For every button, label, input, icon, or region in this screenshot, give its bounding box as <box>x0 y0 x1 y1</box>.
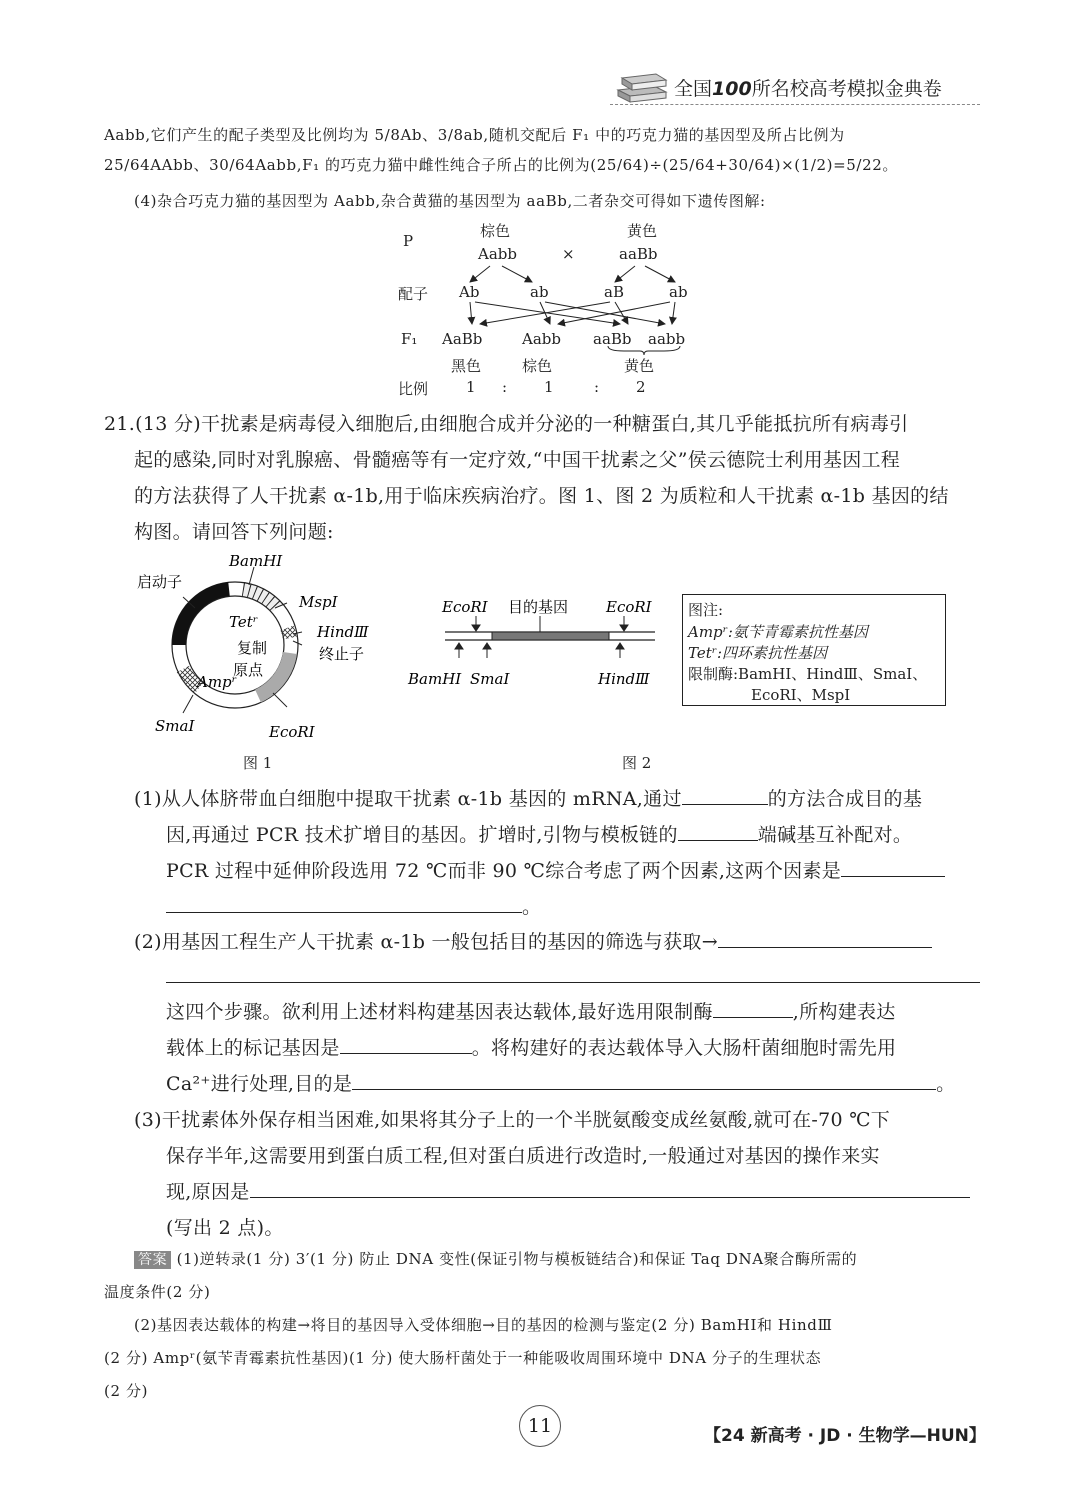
ratio-sep-2: : <box>594 378 600 396</box>
parent2-color: 黄色 <box>627 222 658 240</box>
fig1-ori-2: 原点 <box>233 661 264 679</box>
fig2-smai: SmaⅠ <box>470 670 510 688</box>
ratio-2: 1 <box>544 378 554 396</box>
answer-line-4: (2 分) Ampʳ(氨苄青霉素抗性基因)(1 分) 使大肠杆菌处于一种能吸收周围环境中 DNA 分子的生理状态 <box>104 1349 822 1367</box>
q21-line-3: 的方法获得了人干扰素 α-1b,用于临床疾病治疗。图 1、图 2 为质粒和人干扰素 α-1b 基因的结 <box>134 485 949 507</box>
sub1-line-2: 因,再通过 PCR 技术扩增目的基因。扩增时,引物与模板链的 端碱基互补配对。 <box>166 824 913 846</box>
figure-legend <box>682 594 946 706</box>
blank-steps[interactable] <box>718 929 932 948</box>
legend-amp: Ampʳ:氨苄青霉素抗性基因 <box>688 623 868 641</box>
phenotype-brown: 棕色 <box>522 357 553 375</box>
terminator-segment <box>287 628 290 638</box>
q21-line-2: 起的感染,同时对乳腺癌、骨髓癌等有一定疗效,“中国干扰素之父”侯云德院士利用基因工程 <box>134 449 901 471</box>
fig1-caption: 图 1 <box>243 754 273 772</box>
p-label: P <box>403 232 414 250</box>
ratio-3: 2 <box>636 378 646 396</box>
fig2-target-gene: 目的基因 <box>508 598 569 616</box>
header-title: 全国100所名校高考模拟金典卷 <box>674 78 942 100</box>
blank-factors-cont[interactable] <box>166 894 522 913</box>
offspring-3: aaBb <box>593 330 632 348</box>
fig1-terminator: 终止子 <box>319 645 365 663</box>
q21-line-4: 构图。请回答下列问题: <box>134 521 334 543</box>
blank-factors[interactable] <box>841 858 945 877</box>
legend-enzymes-1: 限制酶:BamHⅠ、HindⅢ、SmaⅠ、 <box>688 665 928 683</box>
parent2-genotype: aaBb <box>619 245 658 263</box>
parent1-genotype: Aabb <box>478 245 517 263</box>
blank-reason[interactable] <box>250 1179 970 1198</box>
sub2-line-2: 这四个步骤。欲利用上述材料构建基因表达载体,最好选用限制酶 ,所构建表达 <box>166 1001 896 1023</box>
fig1-amp: Ampʳ <box>197 673 237 691</box>
offspring-4: aabb <box>648 330 686 348</box>
intro-line-1: Aabb,它们产生的配子类型及比例均为 5/8Ab、3/8ab,随机交配后 F₁ 中的巧克力猫的基因型及所占比例为 <box>104 126 845 144</box>
answer-line-2: 温度条件(2 分) <box>104 1283 211 1301</box>
fig1-hindiii: HindⅢ <box>317 623 369 641</box>
answer-tag: 答案 <box>134 1251 171 1269</box>
gamete-1: Ab <box>459 283 480 301</box>
sub1-line-3: PCR 过程中延伸阶段选用 72 ℃而非 90 ℃综合考虑了两个因素,这两个因素是 <box>166 856 945 883</box>
fig2-bamhi: BamHⅠ <box>408 670 462 688</box>
intro-line-3: (4)杂合巧克力猫的基因型为 Aabb,杂合黄猫的基因型为 aaBb,二者杂交可得如下遗传图解: <box>134 192 766 210</box>
ratio-sep-1: : <box>502 378 508 396</box>
sub1-line-4: 。 <box>166 892 541 919</box>
phenotype-black: 黑色 <box>451 357 482 375</box>
fig1-promoter: 启动子 <box>137 573 183 591</box>
answer-line-1: 答案 (1)逆转录(1 分) 3′(1 分) 防止 DNA 变性(保证引物与模板链结合)和保证 Taq DNA聚合酶所需的 <box>134 1248 857 1269</box>
sub2-line-3: 载体上的标记基因是 。将构建好的表达载体导入大肠杆菌细胞时需先用 <box>166 1037 897 1059</box>
answer-line-3: (2)基因表达载体的构建→将目的基因导入受体细胞→目的基因的检测与鉴定(2 分) BamHⅠ和 HindⅢ <box>134 1316 833 1334</box>
legend-title: 图注: <box>688 601 724 619</box>
offspring-1: AaBb <box>442 330 483 348</box>
answer-line-5: (2 分) <box>104 1382 149 1400</box>
blank-enzyme[interactable] <box>713 999 793 1018</box>
fig1-ori-1: 复制 <box>237 639 268 657</box>
fig1-ecori: EcoRⅠ <box>269 723 315 741</box>
fig2-ecori-left: EcoRⅠ <box>442 598 488 616</box>
cross-symbol: × <box>562 245 575 263</box>
fig1-bamhi: BamHⅠ <box>229 552 283 570</box>
plasmid-figure <box>125 545 395 775</box>
sub3-line-2: 保存半年,这需要用到蛋白质工程,但对蛋白质进行改造时,一般通过对基因的操作来实 <box>166 1145 880 1167</box>
gamete-label: 配子 <box>398 285 429 303</box>
intro-line-2: 25/64AAbb、30/64Aabb,F₁ 的巧克力猫中雌性纯合子所占的比例为(25/64)÷(25/64+30/64)×(1/2)=5/22。 <box>104 156 898 174</box>
ratio-label: 比例 <box>398 380 429 398</box>
gene-figure <box>400 592 665 692</box>
fig1-smai: SmaⅠ <box>155 717 195 735</box>
sub1-line-1: (1)从人体脐带血白细胞中提取干扰素 α-1b 基因的 mRNA,通过 的方法合成目的基 <box>134 788 923 810</box>
offspring-2: Aabb <box>522 330 561 348</box>
phenotype-yellow: 黄色 <box>624 357 655 375</box>
fig2-hindiii: HindⅢ <box>598 670 650 688</box>
q21-line-1: 21.(13 分)干扰素是病毒侵入细胞后,由细胞合成并分泌的一种糖蛋白,其几乎能抵抗所有病毒引 <box>104 413 909 435</box>
gamete-2: ab <box>530 283 549 301</box>
blank-steps-cont[interactable] <box>166 982 980 983</box>
parent1-color: 棕色 <box>480 222 511 240</box>
fig1-mspi: MspⅠ <box>299 593 338 611</box>
sub2-line-1: (2)用基因工程生产人干扰素 α-1b 一般包括目的基因的筛选与获取→ <box>134 927 932 954</box>
legend-enzymes-2: EcoRⅠ、MspⅠ <box>751 686 851 704</box>
blank-purpose[interactable] <box>352 1071 936 1090</box>
sub3-line-3: 现,原因是 <box>166 1177 970 1204</box>
blank-method[interactable] <box>682 786 768 805</box>
target-gene-bar <box>492 632 609 640</box>
gamete-4: ab <box>669 283 688 301</box>
gamete-3: aB <box>604 283 624 301</box>
blank-marker-gene[interactable] <box>340 1035 472 1054</box>
cross-arrows <box>440 262 710 332</box>
fig2-ecori-right: EcoRⅠ <box>606 598 652 616</box>
promoter-segment <box>179 589 229 645</box>
ratio-1: 1 <box>466 378 476 396</box>
legend-tet: Tetʳ:四环素抗性基因 <box>688 644 828 662</box>
sub3-line-4: (写出 2 点)。 <box>166 1217 284 1239</box>
page-number: 11 <box>519 1405 561 1447</box>
sub3-line-1: (3)干扰素体外保存相当困难,如果将其分子上的一个半胱氨酸变成丝氨酸,就可在-70 ℃下 <box>134 1109 891 1131</box>
fig1-tet: Tetʳ <box>229 613 258 631</box>
sub2-line-4: Ca²⁺进行处理,目的是 。 <box>166 1073 956 1095</box>
blank-primer-end[interactable] <box>678 822 758 841</box>
footer-code: 【24 新高考 · JD · 生物学—HUN】 <box>704 1426 986 1446</box>
fig2-caption: 图 2 <box>622 754 652 772</box>
books-icon <box>614 68 670 104</box>
f1-label: F₁ <box>401 330 418 348</box>
